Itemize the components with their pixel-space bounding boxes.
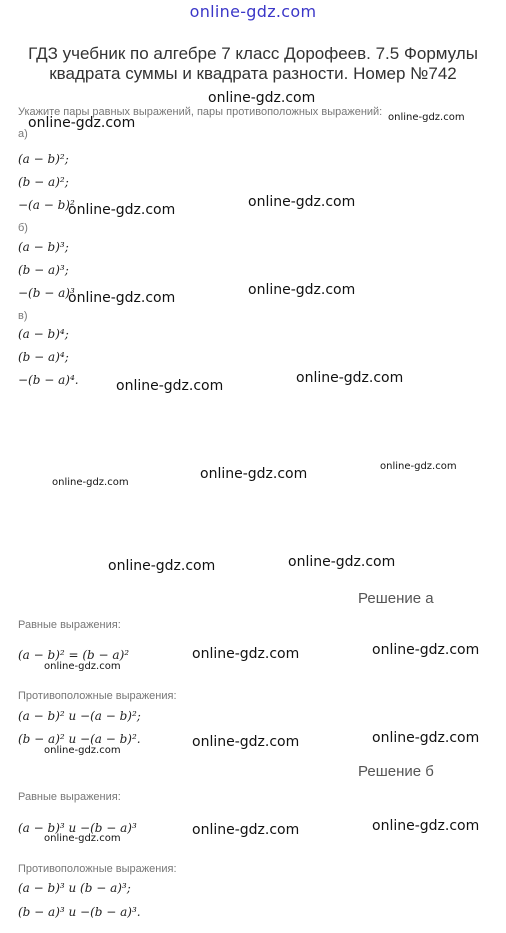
watermark: online-gdz.com	[248, 194, 356, 210]
solution-b-heading: Решение б	[358, 763, 434, 780]
watermark: online-gdz.com	[44, 833, 121, 844]
part-b-expr-3: −(b − a)³	[18, 286, 75, 300]
watermark: online-gdz.com	[52, 477, 129, 488]
part-c-expr-1: (a − b)⁴;	[18, 327, 69, 341]
watermark: online-gdz.com	[200, 466, 308, 482]
watermark: online-gdz.com	[108, 558, 216, 574]
watermark: online-gdz.com	[288, 554, 396, 570]
solution-b-opposite-label: Противоположные выражения:	[18, 863, 177, 875]
part-a-label: а)	[18, 128, 28, 140]
part-b-expr-2: (b − a)³;	[18, 263, 69, 277]
part-a-expr-1: (a − b)²;	[18, 152, 69, 166]
part-a-expr-2: (b − a)²;	[18, 175, 69, 189]
solution-b-equal-expr: (a − b)³ и −(b − a)³	[18, 821, 137, 835]
watermark: online-gdz.com	[296, 370, 404, 386]
solution-a-equal-label: Равные выражения:	[18, 619, 121, 631]
title-line-1: ГДЗ учебник по алгебре 7 класс Дорофеев. 7.5 Формулы	[28, 44, 478, 63]
solution-a-heading: Решение а	[358, 590, 434, 607]
part-c-expr-2: (b − a)⁴;	[18, 350, 69, 364]
solution-a-opposite-expr-1: (a − b)² и −(a − b)²;	[18, 709, 141, 723]
watermark: online-gdz.com	[388, 112, 465, 123]
watermark: online-gdz.com	[68, 202, 176, 218]
site-logo[interactable]: online-gdz.com	[189, 2, 317, 21]
solution-a-equal-expr: (a − b)² = (b − a)²	[18, 648, 130, 662]
page-title	[0, 44, 506, 84]
part-a-expr-3: −(a − b)²	[18, 198, 75, 212]
solution-a-opposite-label: Противоположные выражения:	[18, 690, 177, 702]
solution-a-opposite-expr-2: (b − a)² и −(a − b)².	[18, 732, 141, 746]
solution-b-equal-label: Равные выражения:	[18, 791, 121, 803]
watermark: online-gdz.com	[372, 642, 480, 658]
part-b-expr-1: (a − b)³;	[18, 240, 69, 254]
watermark: online-gdz.com	[208, 90, 316, 106]
watermark: online-gdz.com	[68, 290, 176, 306]
watermark: online-gdz.com	[372, 818, 480, 834]
watermark: online-gdz.com	[116, 378, 224, 394]
title-line-2: квадрата суммы и квадрата разности. Номер №742	[49, 64, 457, 83]
watermark: online-gdz.com	[44, 745, 121, 756]
watermark: online-gdz.com	[28, 115, 136, 131]
solution-b-opposite-expr-1: (a − b)³ и (b − a)³;	[18, 881, 131, 895]
part-c-label: в)	[18, 310, 28, 322]
watermark: online-gdz.com	[44, 661, 121, 672]
watermark: online-gdz.com	[192, 646, 300, 662]
watermark: online-gdz.com	[192, 734, 300, 750]
part-b-label: б)	[18, 222, 28, 234]
task-prompt: Укажите пары равных выражений, пары противоположных выражений:	[18, 106, 383, 118]
solution-b-opposite-expr-2: (b − a)³ и −(b − a)³.	[18, 905, 141, 919]
watermark: online-gdz.com	[372, 730, 480, 746]
watermark: online-gdz.com	[192, 822, 300, 838]
part-c-expr-3: −(b − a)⁴.	[18, 373, 79, 387]
watermark: online-gdz.com	[248, 282, 356, 298]
watermark: online-gdz.com	[380, 461, 457, 472]
